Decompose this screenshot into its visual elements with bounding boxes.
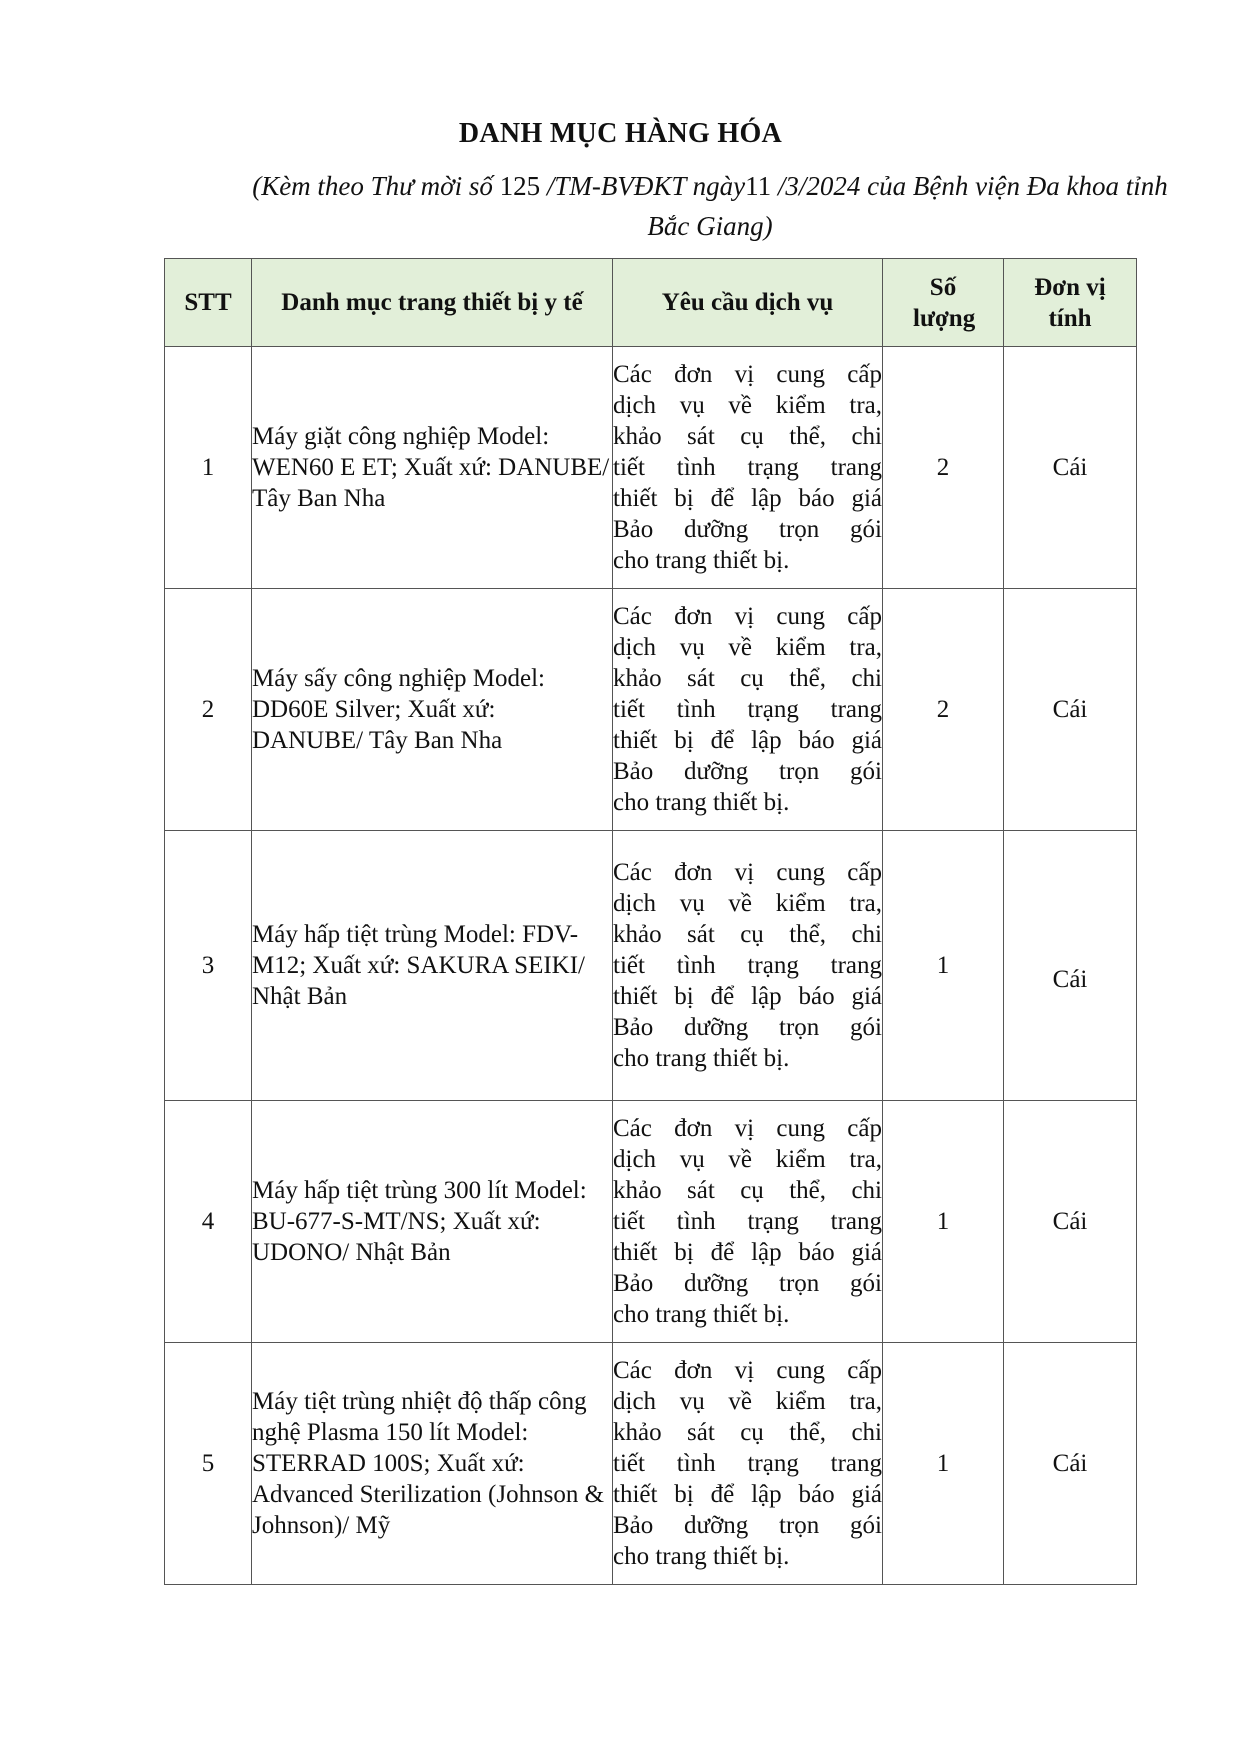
table-row: [165, 1343, 1137, 1585]
service-text-line: khảo sát cụ thể, chi: [613, 1177, 882, 1204]
row-service-requirement: [613, 1101, 883, 1343]
letter-day: 11: [745, 171, 772, 201]
row-unit: Cái: [1004, 589, 1137, 831]
service-text-line: Bảo dưỡng trọn gói: [613, 1512, 882, 1539]
row-service-requirement: [613, 831, 883, 1101]
service-text-line: Các đơn vị cung cấp: [613, 1357, 882, 1384]
service-text-line: Bảo dưỡng trọn gói: [613, 1270, 882, 1297]
service-text-line: tiết tình trạng trang: [613, 696, 882, 723]
service-text-line: cho trang thiết bị.: [613, 1543, 790, 1570]
service-text-line: cho trang thiết bị.: [613, 1045, 790, 1072]
service-text-line: Các đơn vị cung cấp: [613, 1115, 882, 1142]
service-text-line: Bảo dưỡng trọn gói: [613, 516, 882, 543]
row-stt: 3: [165, 831, 252, 1101]
row-quantity: 1: [883, 1101, 1004, 1343]
service-text-line: khảo sát cụ thể, chi: [613, 423, 882, 450]
table-row: [165, 589, 1137, 831]
service-text-line: dịch vụ về kiểm tra,: [613, 890, 882, 917]
row-equipment-name: Máy hấp tiệt trùng 300 lít Model: BU-677-S-MT/NS; Xuất xứ: UDONO/ Nhật Bản: [252, 1101, 613, 1343]
service-text-line: dịch vụ về kiểm tra,: [613, 1388, 882, 1415]
service-text-line: thiết bị để lập báo giá: [613, 1481, 882, 1508]
service-text-line: tiết tình trạng trang: [613, 454, 882, 481]
service-text-line: dịch vụ về kiểm tra,: [613, 392, 882, 419]
row-stt: 5: [165, 1343, 252, 1585]
document-subtitle: [240, 166, 1180, 246]
service-text-line: thiết bị để lập báo giá: [613, 727, 882, 754]
service-text-line: Các đơn vị cung cấp: [613, 859, 882, 886]
service-text-line: tiết tình trạng trang: [613, 952, 882, 979]
row-service-requirement: [613, 589, 883, 831]
service-text-line: thiết bị để lập báo giá: [613, 983, 882, 1010]
row-quantity: 1: [883, 831, 1004, 1101]
service-text-line: cho trang thiết bị.: [613, 789, 790, 816]
service-text-line: Bảo dưỡng trọn gói: [613, 1014, 882, 1041]
service-text-line: khảo sát cụ thể, chi: [613, 921, 882, 948]
service-text-line: tiết tình trạng trang: [613, 1450, 882, 1477]
row-stt: 2: [165, 589, 252, 831]
table-row: [165, 1101, 1137, 1343]
subtitle-middle: /TM-BVĐKT ngày: [540, 171, 746, 201]
letter-number: 125: [499, 171, 541, 201]
header-quantity-label: Số lượng: [913, 273, 976, 332]
row-stt: 1: [165, 347, 252, 589]
row-unit: Cái: [1004, 347, 1137, 589]
service-text-line: thiết bị để lập báo giá: [613, 485, 882, 512]
subtitle-suffix: /3/2024 của Bệnh viện Đa khoa tỉnh Bắc Giang): [647, 171, 1168, 241]
service-text-line: dịch vụ về kiểm tra,: [613, 1146, 882, 1173]
row-equipment-name: Máy hấp tiệt trùng Model: FDV-M12; Xuất xứ: SAKURA SEIKI/ Nhật Bản: [252, 831, 613, 1101]
row-quantity: 1: [883, 1343, 1004, 1585]
table-row: [165, 831, 1137, 1101]
header-stt: STT: [165, 259, 252, 347]
service-text-line: cho trang thiết bị.: [613, 1301, 790, 1328]
header-service-requirement: Yêu cầu dịch vụ: [613, 259, 883, 347]
row-equipment-name: Máy giặt công nghiệp Model: WEN60 E ET; Xuất xứ: DANUBE/ Tây Ban Nha: [252, 347, 613, 589]
header-quantity: [883, 259, 1004, 347]
row-service-requirement: [613, 1343, 883, 1585]
service-text-line: khảo sát cụ thể, chi: [613, 1419, 882, 1446]
row-unit: Cái: [1004, 831, 1137, 1101]
row-quantity: 2: [883, 589, 1004, 831]
table-header-row: [165, 259, 1137, 347]
header-unit: [1004, 259, 1137, 347]
service-text-line: tiết tình trạng trang: [613, 1208, 882, 1235]
row-stt: 4: [165, 1101, 252, 1343]
subtitle-prefix: (Kèm theo Thư mời số: [252, 171, 500, 201]
header-unit-label: Đơn vị tính: [1034, 273, 1106, 332]
service-text-line: dịch vụ về kiểm tra,: [613, 634, 882, 661]
service-text-line: cho trang thiết bị.: [613, 547, 790, 574]
service-text-line: Các đơn vị cung cấp: [613, 361, 882, 388]
table-row: [165, 347, 1137, 589]
service-text-line: thiết bị để lập báo giá: [613, 1239, 882, 1266]
row-quantity: 2: [883, 347, 1004, 589]
service-text-line: Bảo dưỡng trọn gói: [613, 758, 882, 785]
service-text-line: Các đơn vị cung cấp: [613, 603, 882, 630]
row-unit: Cái: [1004, 1343, 1137, 1585]
row-unit: Cái: [1004, 1101, 1137, 1343]
header-equipment-name: Danh mục trang thiết bị y tế: [252, 259, 613, 347]
goods-table: [164, 258, 1137, 1585]
service-text-line: khảo sát cụ thể, chi: [613, 665, 882, 692]
row-equipment-name: Máy tiệt trùng nhiệt độ thấp công nghệ Plasma 150 lít Model: STERRAD 100S; Xuất xứ: Advanced Sterilization (Johnson & Johnson)/ Mỹ: [252, 1343, 613, 1585]
row-equipment-name: Máy sấy công nghiệp Model: DD60E Silver; Xuất xứ: DANUBE/ Tây Ban Nha: [252, 589, 613, 831]
document-title: DANH MỤC HÀNG HÓA: [458, 118, 783, 149]
row-service-requirement: [613, 347, 883, 589]
